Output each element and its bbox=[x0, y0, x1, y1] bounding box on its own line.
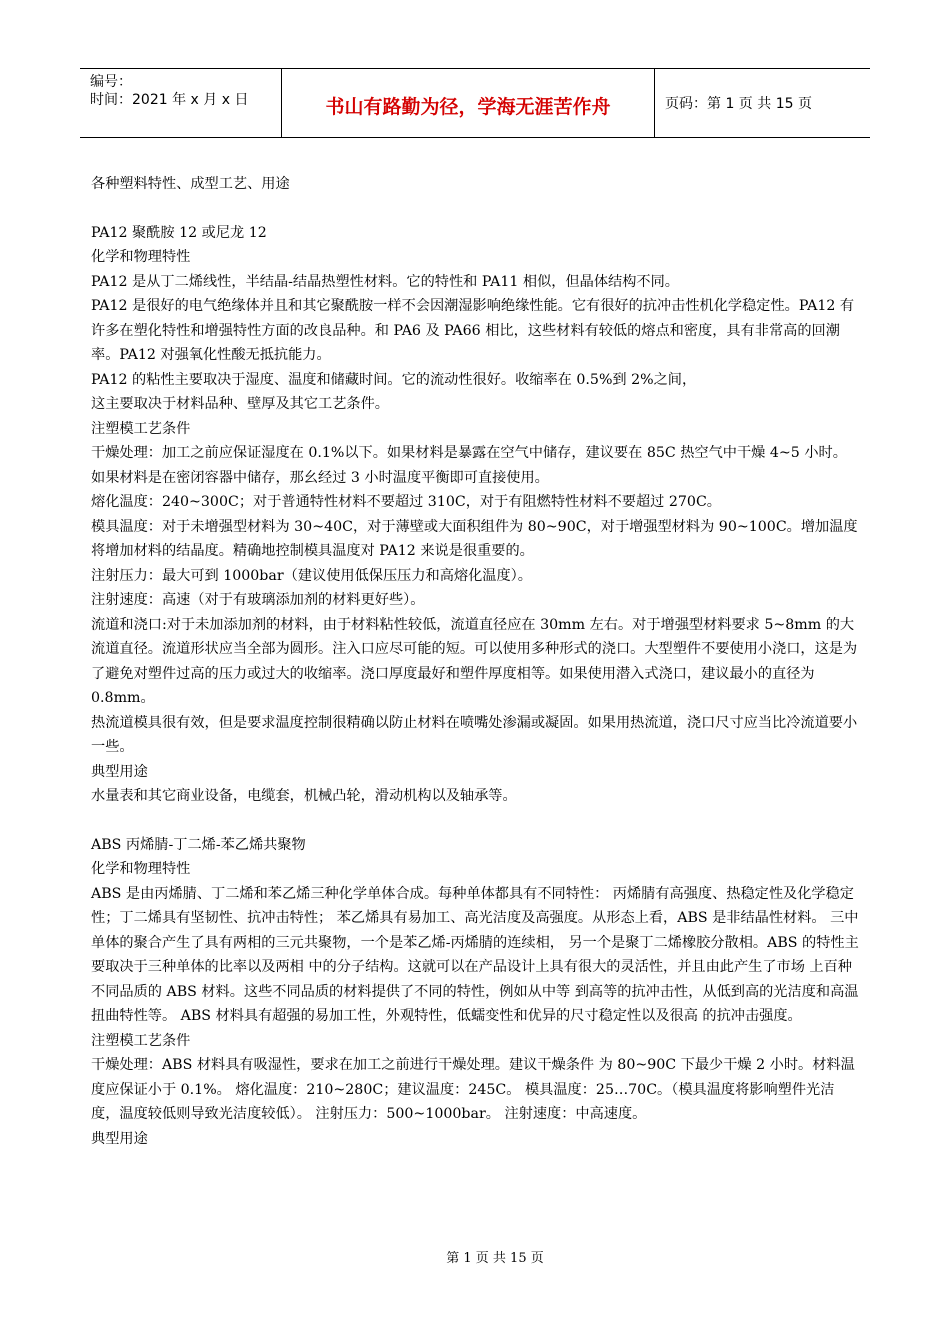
document-header bbox=[80, 68, 870, 138]
subheading-pa12-use: 典型用途 bbox=[91, 763, 148, 780]
paragraph: 模具温度：对于未增强型材料为 30~40C，对于薄壁或大面积组件为 80~90C，对于增强型材料为 90~100C。增加温度将增加材料的结晶度。精确地控制模具温度对 PA12 来说是很重要的。 bbox=[91, 518, 858, 559]
subheading-abs-process: 注塑模工艺条件 bbox=[91, 1032, 191, 1049]
header-motto: 书山有路勤为径，学海无涯苦作舟 bbox=[282, 69, 655, 137]
paragraph: ABS 是由丙烯腈、丁二烯和苯乙烯三种化学单体合成。每种单体都具有不同特性： 丙烯腈有高强度、热稳定性及化学稳定性；丁二烯具有坚韧性、抗冲击特性； 苯乙烯具有易加工、高光洁度及高强度。从形态上看，ABS 是非结晶性材料。 三中单体的聚合产生了具有两相的三元共聚物，一个是苯乙烯-丙烯腈的连续相， 另一个是聚丁二烯橡胶分散相。ABS 的特性主要取决于三种单体的比率以及两相 中的分子结构。这就可以在产品设计上具有很大的灵活性，并且由此产生了市场 上百种不同品质的 ABS 材料。这些不同品质的材料提供了不同的特性，例如从中等 到高等的抗冲击性，从低到高的光洁度和高温扭曲特性等。 ABS 材料具有超强的易加工性，外观特性，低蠕变性和优异的尺寸稳定性以及很高 的抗冲击强度。 bbox=[91, 885, 859, 1024]
header-page-info: 页码：第 1 页 共 15 页 bbox=[665, 96, 812, 112]
paragraph: 这主要取决于材料品种、壁厚及其它工艺条件。 bbox=[91, 396, 389, 412]
header-time: 时间：2021 年 x 月 x 日 bbox=[90, 92, 249, 108]
subheading-abs-use: 典型用途 bbox=[91, 1130, 148, 1147]
spacer bbox=[91, 809, 861, 833]
paragraph: 干燥处理：加工之前应保证湿度在 0.1%以下。如果材料是暴露在空气中储存，建议要在 85C 热空气中干燥 4~5 小时。如果材料是在密闭容器中储存，那幺经过 3 小时温度平衡即可直接使用。 bbox=[91, 445, 847, 486]
paragraph: PA12 是从丁二烯线性，半结晶-结晶热塑性材料。它的特性和 PA11 相似，但晶体结构不同。 bbox=[91, 273, 679, 290]
subheading-pa12-chem: 化学和物理特性 bbox=[91, 249, 191, 265]
paragraph: 热流道模具很有效，但是要求温度控制很精确以防止材料在喷嘴处渗漏或凝固。如果用热流道，浇口尺寸应当比冷流道要小一些。 bbox=[91, 714, 858, 755]
paragraph: 干燥处理：ABS 材料具有吸湿性，要求在加工之前进行干燥处理。建议干燥条件 为 80~90C 下最少干燥 2 小时。材料温度应保证小于 0.1%。 熔化温度：210~280C；建议温度：245C。 模具温度：25…70C。（模具温度将影响塑件光洁度，温度较低则导致光洁度较低）。 注射压力：500~1000bar。 注射速度：中高速度。 bbox=[91, 1057, 855, 1122]
section-heading-pa12: PA12 聚酰胺 12 或尼龙 12 bbox=[91, 224, 267, 241]
paragraph: 注射压力：最大可到 1000bar（建议使用低保压压力和高熔化温度）。 bbox=[91, 567, 532, 584]
subheading-abs-chem: 化学和物理特性 bbox=[91, 861, 191, 877]
paragraph: 流道和浇口:对于未加添加剂的材料，由于材料粘性较低，流道直径应在 30mm 左右。对于增强型材料要求 5~8mm 的大流道直径。流道形状应当全部为圆形。注入口应尽可能的短。可以使用多种形式的浇口。大型塑件不要使用小浇口，这是为了避免对塑件过高的压力或过大的收缩率。浇口厚度最好和塑件厚度相等。如果使用潜入式浇口，建议最小的直径为 0.8mm。 bbox=[91, 616, 858, 706]
header-meta bbox=[80, 69, 282, 137]
paragraph: PA12 的粘性主要取决于湿度、温度和储藏时间。它的流动性很好。收缩率在 0.5%到 2%之间， bbox=[91, 371, 697, 388]
paragraph: PA12 是很好的电气绝缘体并且和其它聚酰胺一样不会因潮湿影响绝缘性能。它有很好的抗冲击性机化学稳定性。PA12 有许多在塑化特性和增强特性方面的改良品种。和 PA6 及 PA66 相比，这些材料有较低的熔点和密度，具有非常高的回潮率。PA12 对强氧化性酸无抵抗能力。 bbox=[91, 298, 855, 363]
document-body bbox=[91, 172, 861, 1151]
spacer bbox=[91, 197, 861, 221]
paragraph: 熔化温度：240~300C；对于普通特性材料不要超过 310C，对于有阻燃特性材料不要超过 270C。 bbox=[91, 494, 721, 510]
paragraph: 注射速度：高速（对于有玻璃添加剂的材料更好些）。 bbox=[91, 592, 425, 608]
page-footer: 第 1 页 共 15 页 bbox=[446, 1251, 544, 1266]
paragraph: 水量表和其它商业设备，电缆套，机械凸轮，滑动机构以及轴承等。 bbox=[91, 788, 517, 804]
header-number: 编号： bbox=[90, 74, 132, 90]
section-heading-abs: ABS 丙烯腈-丁二烯-苯乙烯共聚物 bbox=[91, 836, 306, 853]
subheading-pa12-process: 注塑模工艺条件 bbox=[91, 420, 191, 437]
document-title: 各种塑料特性、成型工艺、用途 bbox=[91, 176, 290, 192]
